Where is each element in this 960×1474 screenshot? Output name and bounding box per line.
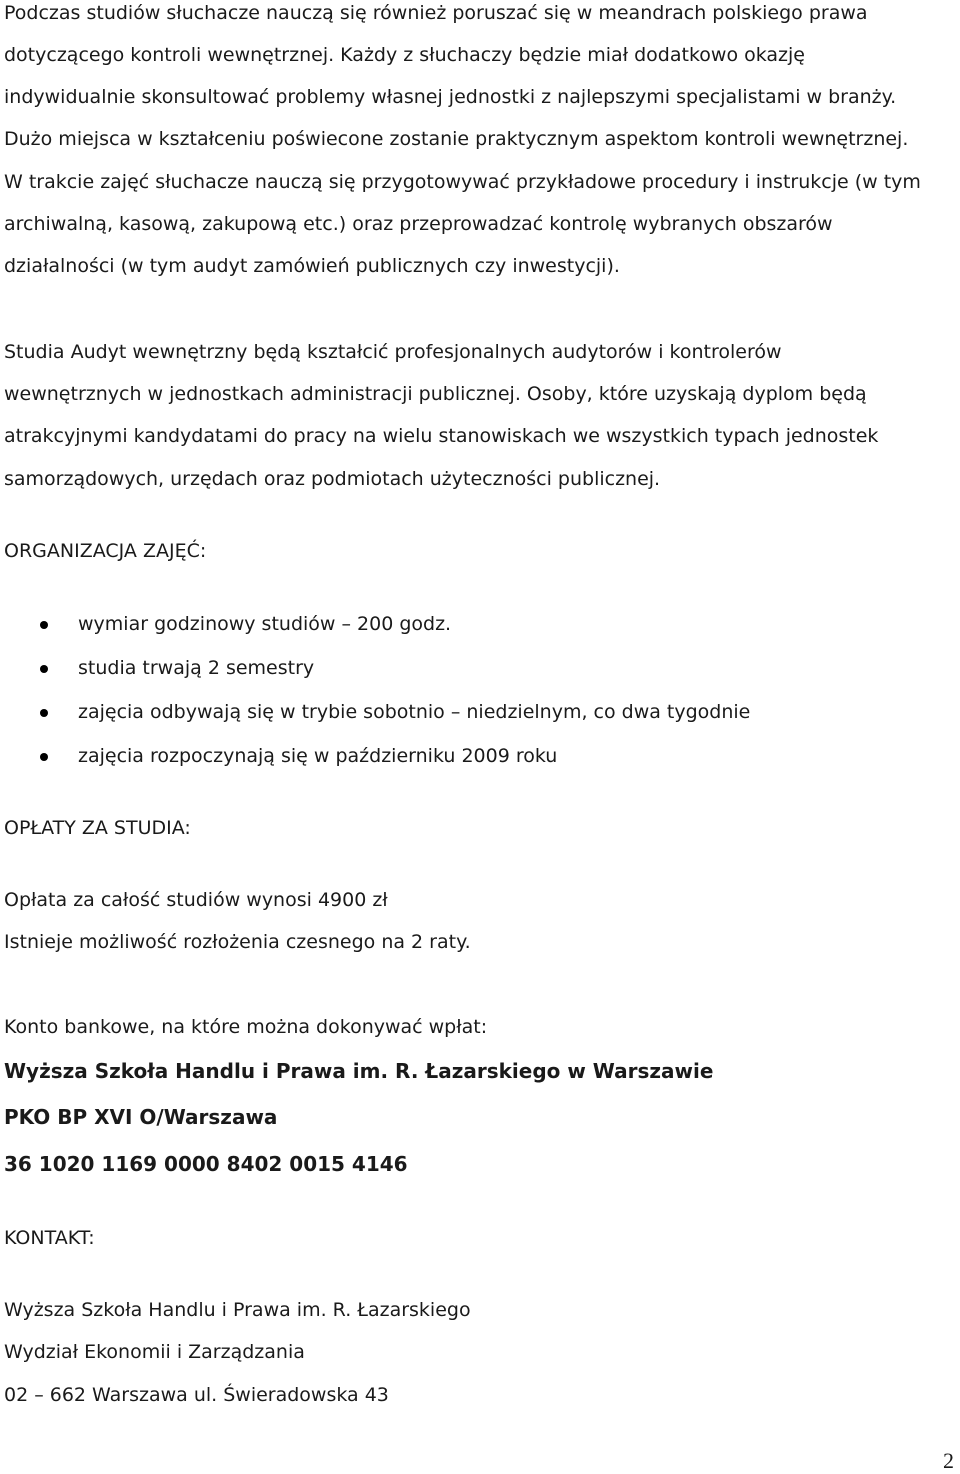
organizacja-heading: ORGANIZACJA ZAJĘĆ:: [4, 540, 207, 562]
konto-intro: Konto bankowe, na które można dokonywać wpłat:: [4, 1016, 488, 1038]
oplaty-line: Istnieje możliwość rozłożenia czesnego na 2 raty.: [4, 931, 471, 953]
text-line: samorządowych, urzędach oraz podmiotach użyteczności publicznej.: [4, 468, 661, 490]
bullet-icon: [40, 753, 48, 761]
page-number: 2: [943, 1448, 954, 1473]
bullet-icon: [40, 665, 48, 673]
kontakt-line: 02 – 662 Warszawa ul. Świeradowska 43: [4, 1384, 389, 1406]
text-line: Studia Audyt wewnętrzny będą kształcić profesjonalnych audytorów i kontrolerów: [4, 341, 782, 363]
kontakt-line: Wydział Ekonomii i Zarządzania: [4, 1341, 305, 1363]
bullet-icon: [40, 709, 48, 717]
text-line: archiwalną, kasową, zakupową etc.) oraz przeprowadzać kontrolę wybranych obszarów: [4, 213, 833, 235]
list-item-text: studia trwają 2 semestry: [78, 657, 315, 679]
oplaty-heading: OPŁATY ZA STUDIA:: [4, 817, 191, 839]
text-line: atrakcyjnymi kandydatami do pracy na wielu stanowiskach we wszystkich typach jednostek: [4, 425, 879, 447]
list-item-text: zajęcia odbywają się w trybie sobotnio – niedzielnym, co dwa tygodnie: [78, 701, 751, 723]
text-line: dotyczącego kontroli wewnętrznej. Każdy z słuchaczy będzie miał dodatkowo okazję: [4, 44, 805, 66]
konto-account-number: 36 1020 1169 0000 8402 0015 4146: [4, 1152, 408, 1176]
kontakt-line: Wyższa Szkoła Handlu i Prawa im. R. Łazarskiego: [4, 1299, 471, 1321]
text-line: Dużo miejsca w kształceniu poświecone zostanie praktycznym aspektom kontroli wewnętrznej.: [4, 128, 909, 150]
bullet-icon: [40, 621, 48, 629]
list-item-text: zajęcia rozpoczynają się w październiku 2009 roku: [78, 745, 558, 767]
konto-account-name: Wyższa Szkoła Handlu i Prawa im. R. Łazarskiego w Warszawie: [4, 1059, 714, 1083]
oplaty-line: Opłata za całość studiów wynosi 4900 zł: [4, 889, 388, 911]
konto-bank-name: PKO BP XVI O/Warszawa: [4, 1105, 278, 1129]
text-line: Podczas studiów słuchacze nauczą się również poruszać się w meandrach polskiego prawa: [4, 2, 868, 24]
kontakt-heading: KONTAKT:: [4, 1227, 95, 1249]
list-item-text: wymiar godzinowy studiów – 200 godz.: [78, 613, 452, 635]
text-line: W trakcie zajęć słuchacze nauczą się przygotowywać przykładowe procedury i instrukcje (w tym: [4, 171, 921, 193]
text-line: działalności (w tym audyt zamówień publicznych czy inwestycji).: [4, 255, 620, 277]
text-line: wewnętrznych w jednostkach administracji publicznej. Osoby, które uzyskają dyplom będą: [4, 383, 867, 405]
text-line: indywidualnie skonsultować problemy własnej jednostki z najlepszymi specjalistami w branży.: [4, 86, 897, 108]
